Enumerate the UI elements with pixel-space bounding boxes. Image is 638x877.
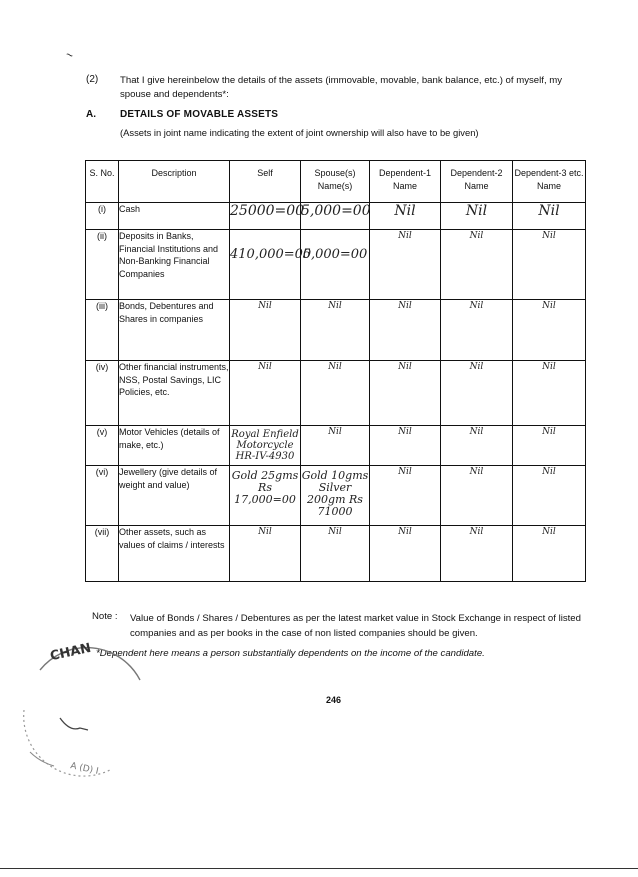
stray-mark: ~ <box>63 47 76 63</box>
section-letter: A. <box>86 109 96 120</box>
row-description: Jewellery (give details of weight and value) <box>119 466 230 526</box>
table-row <box>86 230 586 300</box>
paragraph-text: That I give hereinbelow the details of the assets (immovable, movable, bank balance, etc.) of myself, my spouse and dependents*: <box>120 75 563 100</box>
header-dependent-3: Dependent-3 etc. Name <box>513 161 586 203</box>
section-title: DETAILS OF MOVABLE ASSETS <box>120 109 279 120</box>
page-number: 246 <box>326 695 342 705</box>
header-self: Self <box>230 161 301 203</box>
row-description: Motor Vehicles (details of make, etc.) <box>119 426 230 466</box>
row-description: Cash <box>119 203 230 230</box>
row-dep3: Nil <box>513 361 586 426</box>
row-spouse: Nil <box>301 361 370 426</box>
header-dependent-2: Dependent-2 Name <box>441 161 513 203</box>
row-dep1: Nil <box>370 426 441 466</box>
row-self: Royal Enfield Motorcycle HR-IV-4930 <box>230 426 301 466</box>
header-sn: S. No. <box>86 161 119 203</box>
row-sn: (iii) <box>86 300 119 361</box>
row-dep1: Nil <box>370 203 441 230</box>
row-self: 25000=00 <box>230 203 301 230</box>
row-dep2: Nil <box>441 300 513 361</box>
row-description: Other assets, such as values of claims / interests <box>119 526 230 582</box>
row-dep2: Nil <box>441 203 513 230</box>
row-dep3: Nil <box>513 203 586 230</box>
row-self: Nil <box>230 526 301 582</box>
row-dep3: Nil <box>513 230 586 300</box>
row-dep3: Nil <box>513 426 586 466</box>
row-spouse: Nil <box>301 526 370 582</box>
row-sn: (vi) <box>86 466 119 526</box>
table-row <box>86 426 586 466</box>
row-dep2: Nil <box>441 466 513 526</box>
table-row <box>86 361 586 426</box>
row-spouse: Nil <box>301 426 370 466</box>
dependent-note: *Dependent here means a person substantially dependents on the income of the candidate. <box>96 648 485 659</box>
row-sn: (v) <box>86 426 119 466</box>
row-self: Nil <box>230 300 301 361</box>
header-dependent-1: Dependent-1 Name <box>370 161 441 203</box>
row-sn: (i) <box>86 203 119 230</box>
table-row <box>86 526 586 582</box>
row-dep1: Nil <box>370 466 441 526</box>
row-dep3: Nil <box>513 466 586 526</box>
note-text: Value of Bonds / Shares / Debentures as per the latest market value in Stock Exchange in respect of listed companies and as per books in the case of non listed companies should be given. <box>130 613 581 639</box>
header-spouse: Spouse(s) Name(s) <box>301 161 370 203</box>
row-sn: (iv) <box>86 361 119 426</box>
row-spouse: 5,000=00 <box>301 230 370 300</box>
row-dep3: Nil <box>513 526 586 582</box>
row-description: Deposits in Banks, Financial Institutions and Non-Banking Financial Companies <box>119 230 230 300</box>
movable-assets-table <box>85 160 586 582</box>
paragraph-number: (2) <box>86 74 99 85</box>
row-dep2: Nil <box>441 426 513 466</box>
row-dep3: Nil <box>513 300 586 361</box>
section-subtitle: (Assets in joint name indicating the extent of joint ownership will also have to be given) <box>120 127 479 138</box>
table-row <box>86 466 586 526</box>
row-spouse: Gold 10gms Silver 200gm Rs 71000 <box>301 466 370 526</box>
row-spouse: 5,000=00 <box>301 203 370 230</box>
svg-text:A (D) I: A (D) I <box>69 761 100 777</box>
note-label: Note : <box>92 611 118 622</box>
table-header-row <box>86 161 586 203</box>
row-description: Other financial instruments, NSS, Postal Savings, LIC Policies, etc. <box>119 361 230 426</box>
header-description: Description <box>119 161 230 203</box>
bottom-divider <box>0 868 638 869</box>
row-dep1: Nil <box>370 230 441 300</box>
row-dep2: Nil <box>441 230 513 300</box>
row-self: Nil <box>230 361 301 426</box>
row-dep2: Nil <box>441 526 513 582</box>
row-self: 410,000=00 <box>230 230 301 300</box>
row-dep1: Nil <box>370 300 441 361</box>
table-row <box>86 203 586 230</box>
row-dep1: Nil <box>370 526 441 582</box>
row-sn: (ii) <box>86 230 119 300</box>
row-description: Bonds, Debentures and Shares in companies <box>119 300 230 361</box>
official-seal-stamp <box>10 640 150 780</box>
row-spouse: Nil <box>301 300 370 361</box>
row-dep2: Nil <box>441 361 513 426</box>
stamp-text: CHAN <box>48 640 93 665</box>
table-row <box>86 300 586 361</box>
row-self: Gold 25gms Rs 17,000=00 <box>230 466 301 526</box>
row-dep1: Nil <box>370 361 441 426</box>
row-sn: (vii) <box>86 526 119 582</box>
